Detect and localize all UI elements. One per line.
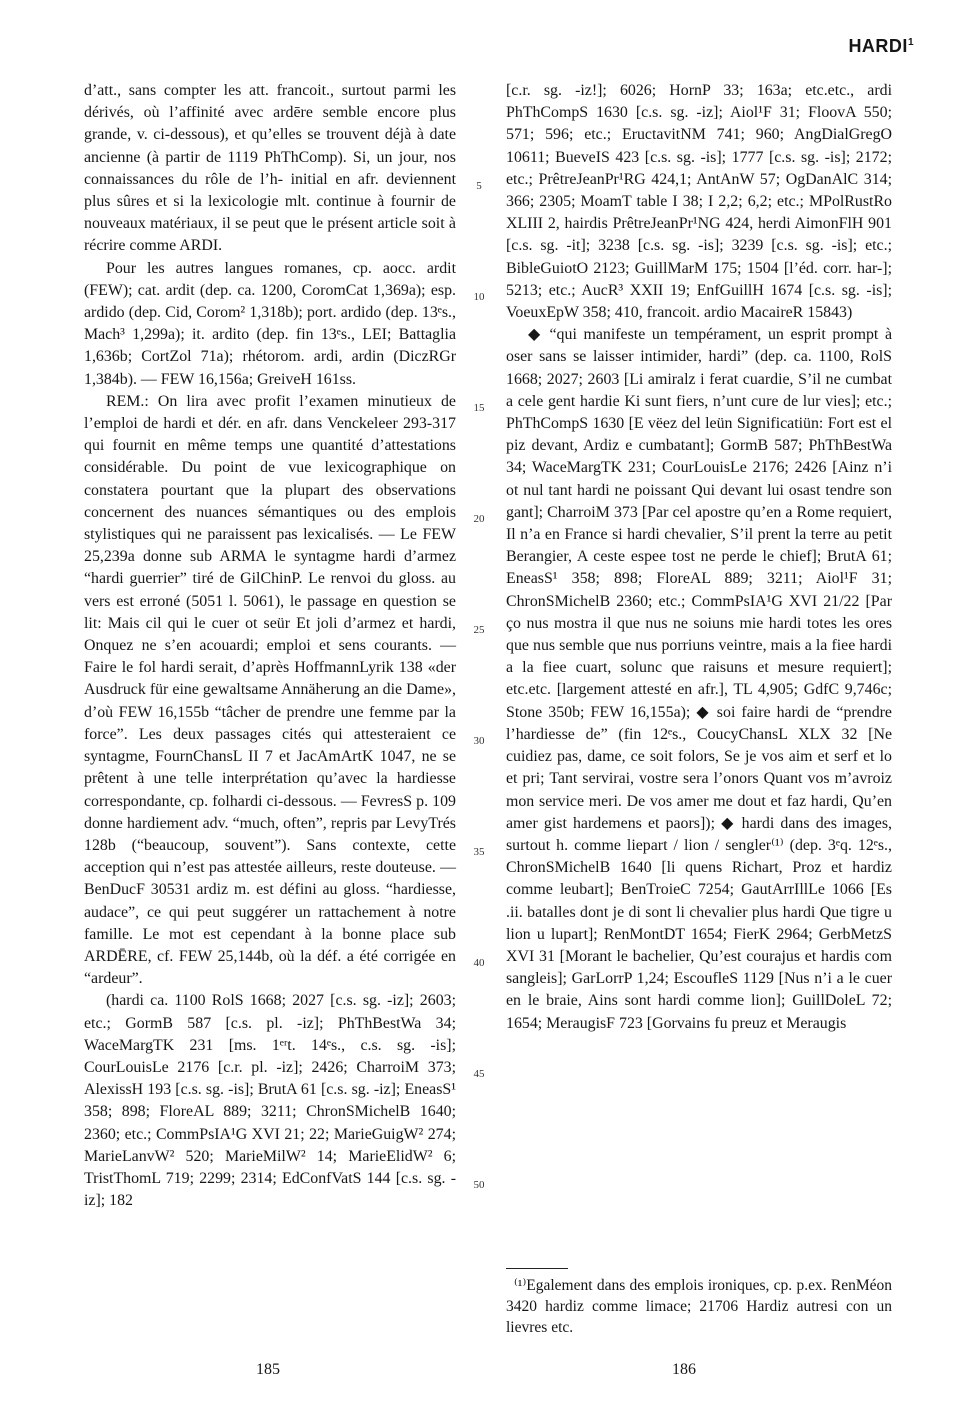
left-column [84, 80, 456, 1212]
line-number: 30 [473, 735, 485, 747]
right-column [506, 80, 892, 1035]
left-paragraph-attestations: (hardi ca. 1100 RolS 1668; 2027 [c.s. sg. -iz]; 2603; etc.; GormB 587 [c.s. pl. -iz]; PhThBestWa 34; WaceMargTK 231 [ms. 1ᵉʳt. 14ᵉs., c.s. sg. -is]; CourLouisLe 2176 [c.r. pl. -iz]; 2426; CharroiM 373; AlexissH 193 [c.s. sg. -is]; BrutA 61 [c.s. sg. -iz]; EneasS¹ 358; 898; FloreAL 889; 3211; ChronSMichelB 1640; 2360; etc.; CommPsIA¹G XVI 21; 22; MarieGuigW² 274; MarieLanvW² 520; MarieMilW² 14; MarieElidW² 6; TristThomL 719; 2299; 2314; EdConfVatS 144 [c.s. sg. -iz]; 182 [84, 992, 456, 1210]
line-number: 15 [473, 402, 485, 414]
footnote [506, 1268, 892, 1338]
line-number: 40 [473, 957, 485, 969]
line-number: 35 [473, 846, 485, 858]
right-paragraph-attestations: [c.r. sg. -iz!]; 6026; HornP 33; 163a; etc.etc., ardi PhThCompS 1630 [c.s. sg. -iz]; Aiol¹F 31; FloovA 550; 571; 596; etc.; EructavitNM 741; 960; AngDialGregO 10611; BueveIS 423 [c.s. sg. -is]; 1777 [c.s. sg. -is]; 2172; etc.; PrêtreJeanPr¹RG 424,1; AntAnW 57; OgDanAlC 314; 366; 2305; MoamT table I 38; I 2,2; 6,2; etc.; MPolRustRo XLIII 2, hairdis PrêtreJeanPr¹NG 424, herdi AimonFlH 901 [c.s. sg. -it]; 3238 [c.s. sg. -is]; 3239 [c.s. sg. -is]; etc.; BibleGuiotO 2123; GuillMarM 175; 1504 [l’éd. corr. har-]; 5213; etc.; AucR³ XXII 19; EnfGuillH 1674 [c.s. sg. -is]; VoeuxEpW 358; 410, francoit. ardio MacaireR 15843) [506, 82, 892, 322]
line-number: 50 [473, 1179, 485, 1191]
footnote-rule [506, 1268, 568, 1269]
footnote-text: ⁽¹⁾Egalement dans des emplois ironiques, cp. p.ex. RenMéon 3420 hardiz comme limace; 21706 Hardiz autresi con un lievres etc. [506, 1277, 892, 1336]
page-number-right: 186 [672, 1361, 696, 1378]
page-number-left: 185 [256, 1361, 280, 1378]
line-number: 25 [473, 624, 485, 636]
running-head [848, 36, 914, 57]
line-number: 45 [473, 1068, 485, 1080]
left-paragraph-remark: REM.: On lira avec profit l’examen minutieux de l’emploi de hardi et dér. en afr. dans Venckeleer 293-317 qui fournit en même temps une quantité d’attestations considérable. Du point de vue lexicographique on constatera pourtant que la plupart des observations concernent des nuances sémantiques ou des emplois stylistiques qui ne paraissent pas lexicalisés. — Le FEW 25,239a donne sub ARMA le syntagme hardi d’armez “hardi guerrier” tiré de GilChinP. Le renvoi du gloss. au vers est erroné (5051 l. 5061), le passage en question se lit: Mais cil qui le cuer ot seür Et joli d’armez et hardi, Onquez ne s’en acouardi; emploi et sens courants. — Faire le fol hardi serait, d’après HoffmannLyrik 138 «der Ausdruck für eine gewaltsame Annäherung an die Dame», d’où FEW 16,155b “tâcher de prendre une femme par la force”. Les deux passages cités qui attesteraient ce syntagme, FournChansL II 7 et JacAmArtK 1047, ne se prêtent à une telle interprétation qu’avec la hardiesse correspondante, cp. folhardi ci-dessous. — FevresS p. 109 donne hardiement adv. “much, often”, repris par LevyTrés 128b (“beaucoup, souvent”). Sans contexte, cette acception qui n’est pas attestée ailleurs, reste douteuse. — BenDucF 30531 ardiz m. est défini au gloss. “hardiesse, audace”, ce qui peut suggérer un rattachement à notre famille. Le mot est cependant à la bonne place sub ARDĒRE, cf. FEW 25,144b, où la déf. a été corrigée en “ardeur”. [84, 392, 456, 988]
headword-homonym-number: 1 [907, 37, 914, 48]
left-paragraph-2: Pour les autres langues romanes, cp. aocc. ardit (FEW); cat. ardit (dep. ca. 1200, CoromCat 1,369a); esp. ardido (dep. Cid, Corom² 1,318b); port. ardido (dep. 13ᵉs., Mach³ 1,299a); it. ardito (dep. fin 13ᵉs., LEI; Battaglia 1,636b; CortZol 71a); rhétorom. ardi, ardin (DiczRGr 1,384b). — FEW 16,156a; GreiveH 161ss. [84, 259, 456, 388]
right-paragraph-definition: ◆ “qui manifeste un tempérament, un esprit prompt à oser sans se laisser intimider, hardi” (dep. ca. 1100, RolS 1668; 2027; 2603 [Li amiralz i ferat cuardie, S’il ne cumbat a cele gent hardie Ki sunt fiers, n’unt cure de lur vies]; etc.; PhThCompS 1630 [E vëez del leün Significatiün: Fort est el piz devant, Ardiz e cumbatant]; GormB 587; PhThBestWa 34; WaceMargTK 231; CourLouisLe 2176; 2426 [Ainz n’i ot nul tant hardi ne poissant Qui devant lui osast tendre son gant]; CharroiM 373 [Par cel apostre qu’en a Rome requiert, Il n’a en France si hardi chevalier, S’il prent la terre au petit Berangier, A ceste espee tost ne perde le chief]; BrutA 61; EneasS¹ 358; 898; FloreAL 889; 3211; Aiol¹F 31; ChronSMichelB 2360; etc.; CommPsIA¹G XVI 21/22 [Par ço nus mostra il que nus ne soiuns mie hardi totes les ores que nus semble que nus porriuns veintre, mais a la fiee hardi a la fiee cuart, solunc que raisuns et mesure requiert]; etc.etc. [largement attesté en afr.], TL 4,905; GdfC 9,746c; Stone 350b; FEW 16,155a); ◆ soi faire hardi de “prendre l’hardiesse de” (fin 12ᵉs., CoucyChansL XLX 32 [Ne cuidiez pas, dame, ce soit folors, Se je vos aim et serf et lo et pri; Tant servirai, vostre sera l’onors Quant vos m’avroiz mon service meri. De vos amer me dout et faz hardi, Qu’en amer gist hardemens et paors]); ◆ hardi dans des images, surtout h. comme liepart / lion / sengler⁽¹⁾ (dep. 3ᵉq. 12ᵉs., ChronSMichelB 1640 [li quens Richart, Proz et hardiz comme leubart]; BenTroieC 7254; GautArrIllLe 1066 [Es .ii. batalles dont je di sont li chevalier plus hardi Que tigre u lion u lupart]; RenMontDT 1654; FierK 2964; GerbMetzS XVI 31 [Morant le bachelier, Qu’est courajus et hardis com sangleis]; GarLorrP 1,24; EscoufleS 1129 [Nus n’i a le cuer en le braie, Ains sont hardi comme lion]; GuillDoleL 72; 1654; MeraugisF 723 [Gorvains fu preuz et Meraugis [506, 326, 892, 1032]
left-paragraph-1: d’att., sans compter les att. francoit., surtout parmi les dérivés, où l’affinité avec ardēre semble encore plus grande, v. ci-dessous), et qu’elles se trouvent déjà à date ancienne (à partir de 1119 PhThComp). Si, un jour, nos connaissances du rôle de l’h- initial en afr. deviennent plus sûres et si la lexicologie mlt. continue à fournir de nouveaux matériaux, il se peut que le présent article soit à récrire comme ARDI. [84, 82, 456, 255]
line-number: 20 [473, 513, 485, 525]
headword: HARDI [848, 36, 908, 56]
line-number: 10 [473, 291, 485, 303]
line-number: 5 [476, 180, 482, 192]
